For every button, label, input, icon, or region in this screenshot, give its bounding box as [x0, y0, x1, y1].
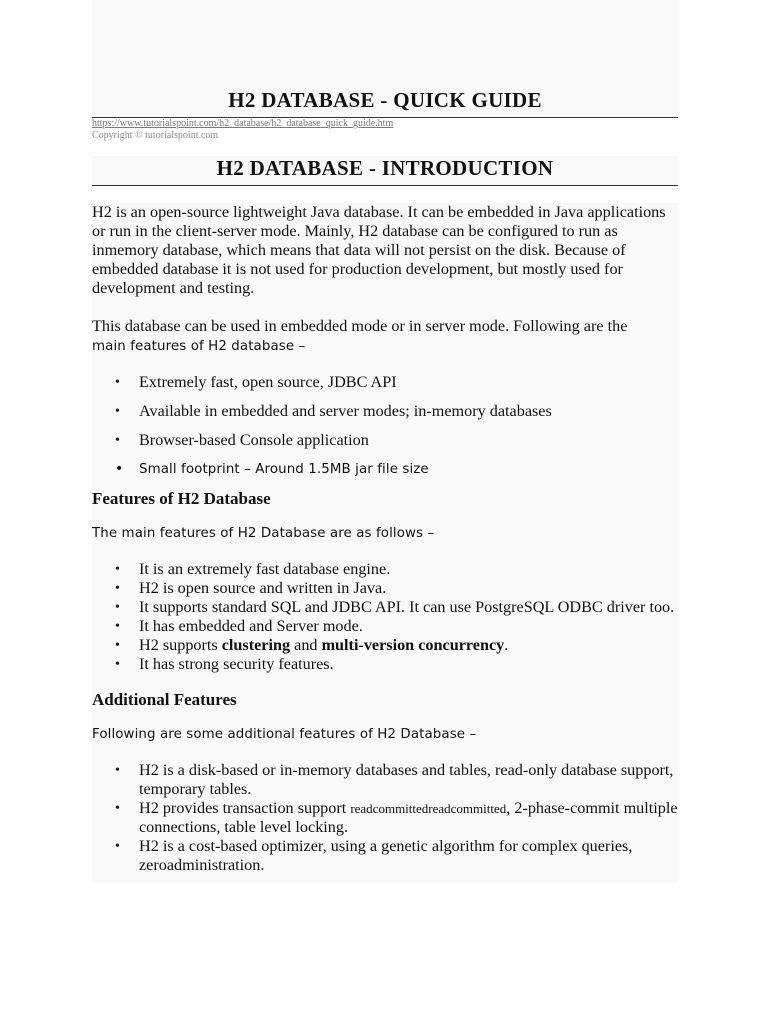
additional-text: H2 provides transaction support: [139, 799, 351, 817]
additional-features-list: [92, 761, 678, 875]
feature-text: .: [504, 636, 509, 654]
list-item: • Available in embedded and server modes; in-memory databases: [92, 402, 678, 421]
feature-text: and: [290, 636, 322, 654]
additional-text: , 2-phase-commit multiple connections, table level locking.: [139, 799, 678, 836]
section-title: H2 DATABASE - INTRODUCTION: [92, 156, 678, 186]
modes-paragraph: [92, 317, 678, 356]
source-link[interactable]: https://www.tutorialspoint.com/h2_database/h2_database_quick_guide.htm: [92, 118, 394, 129]
features-list: [92, 560, 678, 674]
content-band: [92, 203, 678, 883]
features-heading: Features of H2 Database: [92, 489, 271, 508]
list-item: • Extremely fast, open source, JDBC API: [92, 373, 678, 392]
list-item: • H2 is a disk-based or in-memory databases and tables, read-only database support, temporary tables.: [92, 761, 678, 799]
features-intro: The main features of H2 Database are as follows –: [92, 526, 435, 541]
title-band: [92, 0, 678, 118]
additional-heading: Additional Features: [92, 690, 237, 709]
list-item: • H2 is open source and written in Java.: [92, 579, 678, 598]
intro-paragraph: H2 is an open-source lightweight Java database. It can be embedded in Java applications or run in the client-server mode. Mainly, H2 database can be configured to run as inmemory database, which means that data will not persist on the disk. Because of embedded database it is not used for production development, but mostly used for development and testing.: [92, 203, 666, 297]
modes-paragraph-line1: This database can be used in embedded mode or in server mode. Following are the: [92, 317, 628, 335]
list-item: • It supports standard SQL and JDBC API. It can use PostgreSQL ODBC driver too.: [92, 598, 678, 617]
page-title: H2 DATABASE - QUICK GUIDE: [92, 0, 678, 118]
list-item: • It has embedded and Server mode.: [92, 617, 678, 636]
feature-bold-clustering: clustering: [221, 636, 291, 654]
additional-intro: Following are some additional features of H2 Database –: [92, 727, 477, 742]
list-item: [92, 799, 678, 837]
document-page: [92, 0, 678, 883]
additional-inline-small: readcommittedreadcommitted: [350, 801, 507, 816]
list-item: • H2 is a cost-based optimizer, using a genetic algorithm for complex queries, zeroadministration.: [92, 837, 678, 875]
list-item: • It is an extremely fast database engine.: [92, 560, 678, 579]
modes-paragraph-line2: main features of H2 database –: [92, 339, 306, 354]
feature-bold-mvcc: multi-version concurrency: [321, 636, 505, 654]
list-item: • Small footprint – Around 1.5MB jar file size: [92, 460, 678, 479]
feature-text: H2 supports: [139, 636, 222, 654]
source-meta: [92, 118, 678, 142]
section-band: [92, 156, 678, 186]
list-item: • It has strong security features.: [92, 655, 678, 674]
main-features-list: [92, 373, 678, 479]
list-item: • Browser-based Console application: [92, 431, 678, 450]
copyright-text: Copyright © tutorialspoint.com: [92, 130, 219, 141]
list-item: [92, 636, 678, 655]
